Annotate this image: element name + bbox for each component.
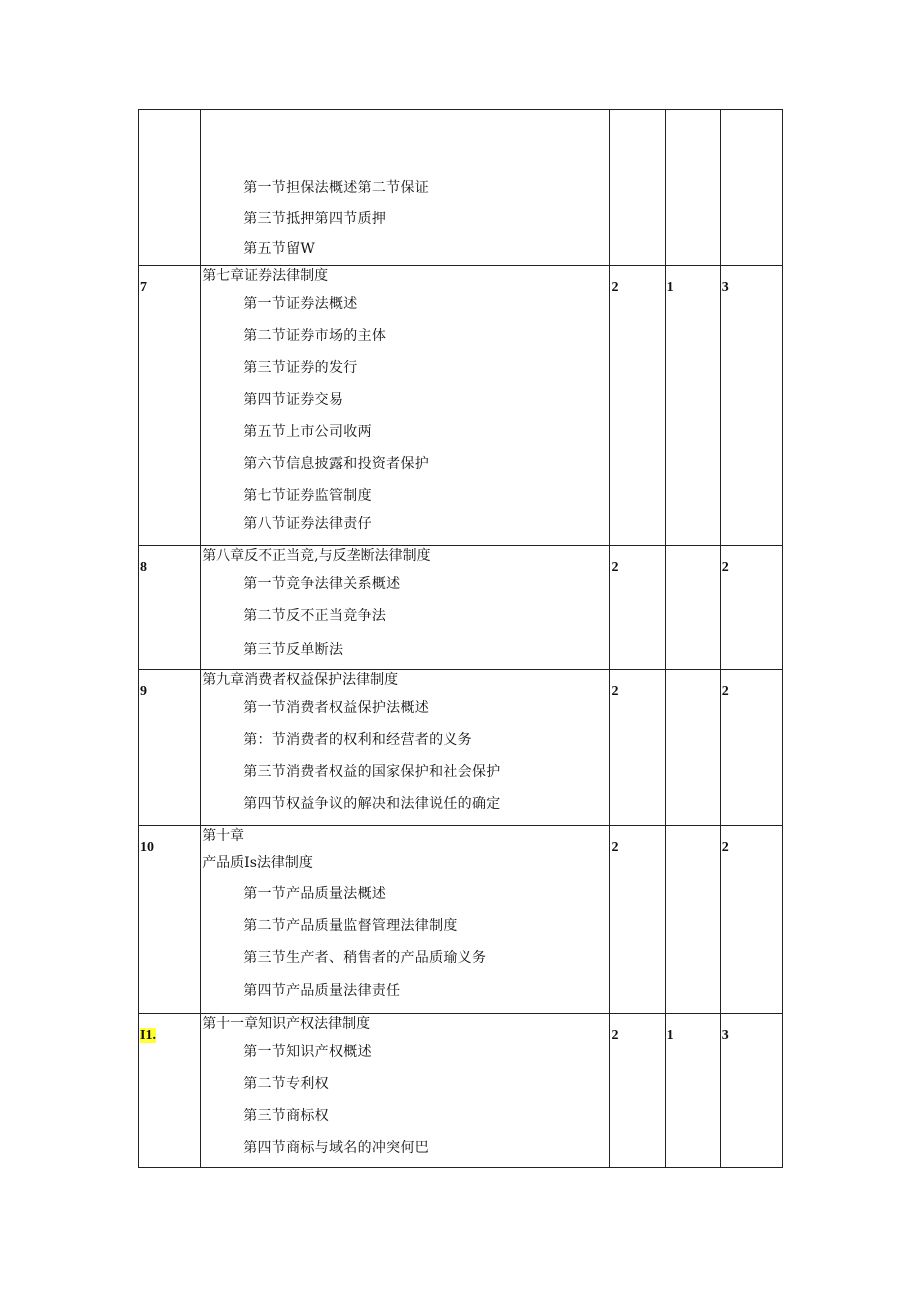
row-number-cell (139, 266, 201, 546)
hours-lecture-cell (610, 1014, 665, 1168)
table-row (139, 826, 783, 1014)
section-item: 第：节消费者的权利和经营者的义务 (243, 732, 472, 748)
hours-total-cell (720, 266, 782, 546)
row-number: 7 (140, 280, 147, 295)
hours-total-value: 2 (721, 684, 729, 699)
hours-practice-cell (665, 546, 720, 670)
section-item: 第四节权益争议的解决和法律说任的确定 (243, 796, 501, 812)
hours-lecture-cell (610, 670, 665, 826)
section-item: 第六节信息披露和投资者保护 (243, 456, 430, 472)
section-item: 第一节证券法概述 (243, 296, 358, 312)
hours-total-cell (720, 670, 782, 826)
chapter-content-cell (201, 546, 610, 670)
hours-total-cell (720, 1014, 782, 1168)
chapter-content-cell (201, 670, 610, 826)
section-item: 第二节产品质量监督管理法律制度 (243, 918, 458, 934)
hours-total-cell (720, 110, 782, 266)
section-item: 第四节产品质量法律责任 (243, 983, 401, 999)
section-item: 第四节商标与域名的冲突何巴 (243, 1140, 430, 1156)
table-row (139, 110, 783, 266)
hours-lecture-value: 2 (611, 1028, 619, 1043)
section-item: 第二节证券市场的主体 (243, 328, 387, 344)
course-schedule-table (138, 109, 783, 1168)
section-item: 第一节担保法概述第二节保证 (243, 180, 430, 196)
row-number (139, 1014, 200, 1046)
table-row (139, 1014, 783, 1168)
section-item: 第二节专利权 (243, 1076, 329, 1092)
hours-total-cell (720, 826, 782, 1014)
section-item: 第一节竞争法律关系概述 (243, 576, 401, 592)
chapter-title: 第十一章知识产权法律制度 (202, 1016, 371, 1032)
chapter-content-cell (201, 1014, 610, 1168)
section-item: 第三节证券的发行 (243, 360, 358, 376)
section-item: 第四节证券交易 (243, 392, 344, 408)
section-item: 第五节上市公司收两 (243, 424, 372, 440)
chapter-content-cell (201, 266, 610, 546)
hours-practice-cell (665, 670, 720, 826)
row-number-cell (139, 546, 201, 670)
section-item: 第七节证券监管制度 (243, 488, 372, 504)
hours-total-cell (720, 546, 782, 670)
highlighted-row-number: I1. (140, 1028, 156, 1043)
row-number-cell (139, 826, 201, 1014)
section-item: 第三节消费者权益的国家保护和社会保护 (243, 764, 501, 780)
row-number-cell (139, 670, 201, 826)
section-item: 第一节产品质量法概述 (243, 886, 387, 902)
hours-practice-cell (665, 826, 720, 1014)
table-row (139, 266, 783, 546)
hours-total-value: 3 (721, 280, 729, 295)
chapter-subtitle: 产品质Is法律制度 (202, 855, 313, 871)
section-item (201, 234, 609, 264)
hours-practice-value: 1 (666, 1028, 674, 1043)
row-number-cell (139, 110, 201, 266)
hours-practice-value (666, 546, 720, 558)
table-row (139, 546, 783, 670)
hours-lecture-value: 2 (611, 280, 619, 295)
hours-lecture-cell (610, 546, 665, 670)
section-item: 第八节证券法律责仔 (243, 516, 372, 532)
table-row (139, 670, 783, 826)
row-number: 8 (140, 560, 147, 575)
chapter-title: 第十章 (202, 828, 245, 844)
chapter-content-cell (201, 826, 610, 1014)
chapter-title: 第七章证券法律制度 (202, 268, 329, 284)
section-item: 第三节抵押第四节质押 (243, 211, 387, 227)
hours-lecture-value: 2 (611, 684, 619, 699)
hours-practice-value (666, 826, 720, 838)
hours-total-value: 2 (721, 840, 729, 855)
row-number: 9 (140, 684, 147, 699)
chapter-title: 第八章反不正当竞,与反垄断法律制度 (202, 548, 431, 564)
section-item: 第三节生产者、稍售者的产品质瑜义务 (243, 950, 487, 966)
hours-lecture-value: 2 (611, 840, 619, 855)
hours-practice-cell (665, 1014, 720, 1168)
hours-practice-value: 1 (666, 280, 674, 295)
section-item: 第三节商标权 (243, 1108, 329, 1124)
hours-total-value: 2 (721, 560, 729, 575)
hours-practice-value (666, 670, 720, 682)
course-schedule-table-wrapper (138, 109, 783, 1167)
section-item: 第一节知识产权概述 (243, 1044, 372, 1060)
hours-lecture-cell (610, 826, 665, 1014)
hours-lecture-cell (610, 266, 665, 546)
section-item: 第一节消费者权益保护法概述 (243, 700, 430, 716)
section-item: 第二节反不正当竞争法 (243, 608, 387, 624)
hours-lecture-cell (610, 110, 665, 266)
section-item: 第三节反单断法 (243, 642, 344, 658)
row-number: 10 (140, 840, 154, 855)
hours-practice-cell (665, 266, 720, 546)
hours-total-value: 3 (721, 1028, 729, 1043)
section-text-last: 第五节留W (243, 241, 316, 257)
chapter-content-cell (201, 110, 610, 266)
row-number-cell (139, 1014, 201, 1168)
hours-practice-cell (665, 110, 720, 266)
hours-lecture-value: 2 (611, 560, 619, 575)
chapter-title: 第九章消费者权益保护法律制度 (202, 672, 399, 688)
